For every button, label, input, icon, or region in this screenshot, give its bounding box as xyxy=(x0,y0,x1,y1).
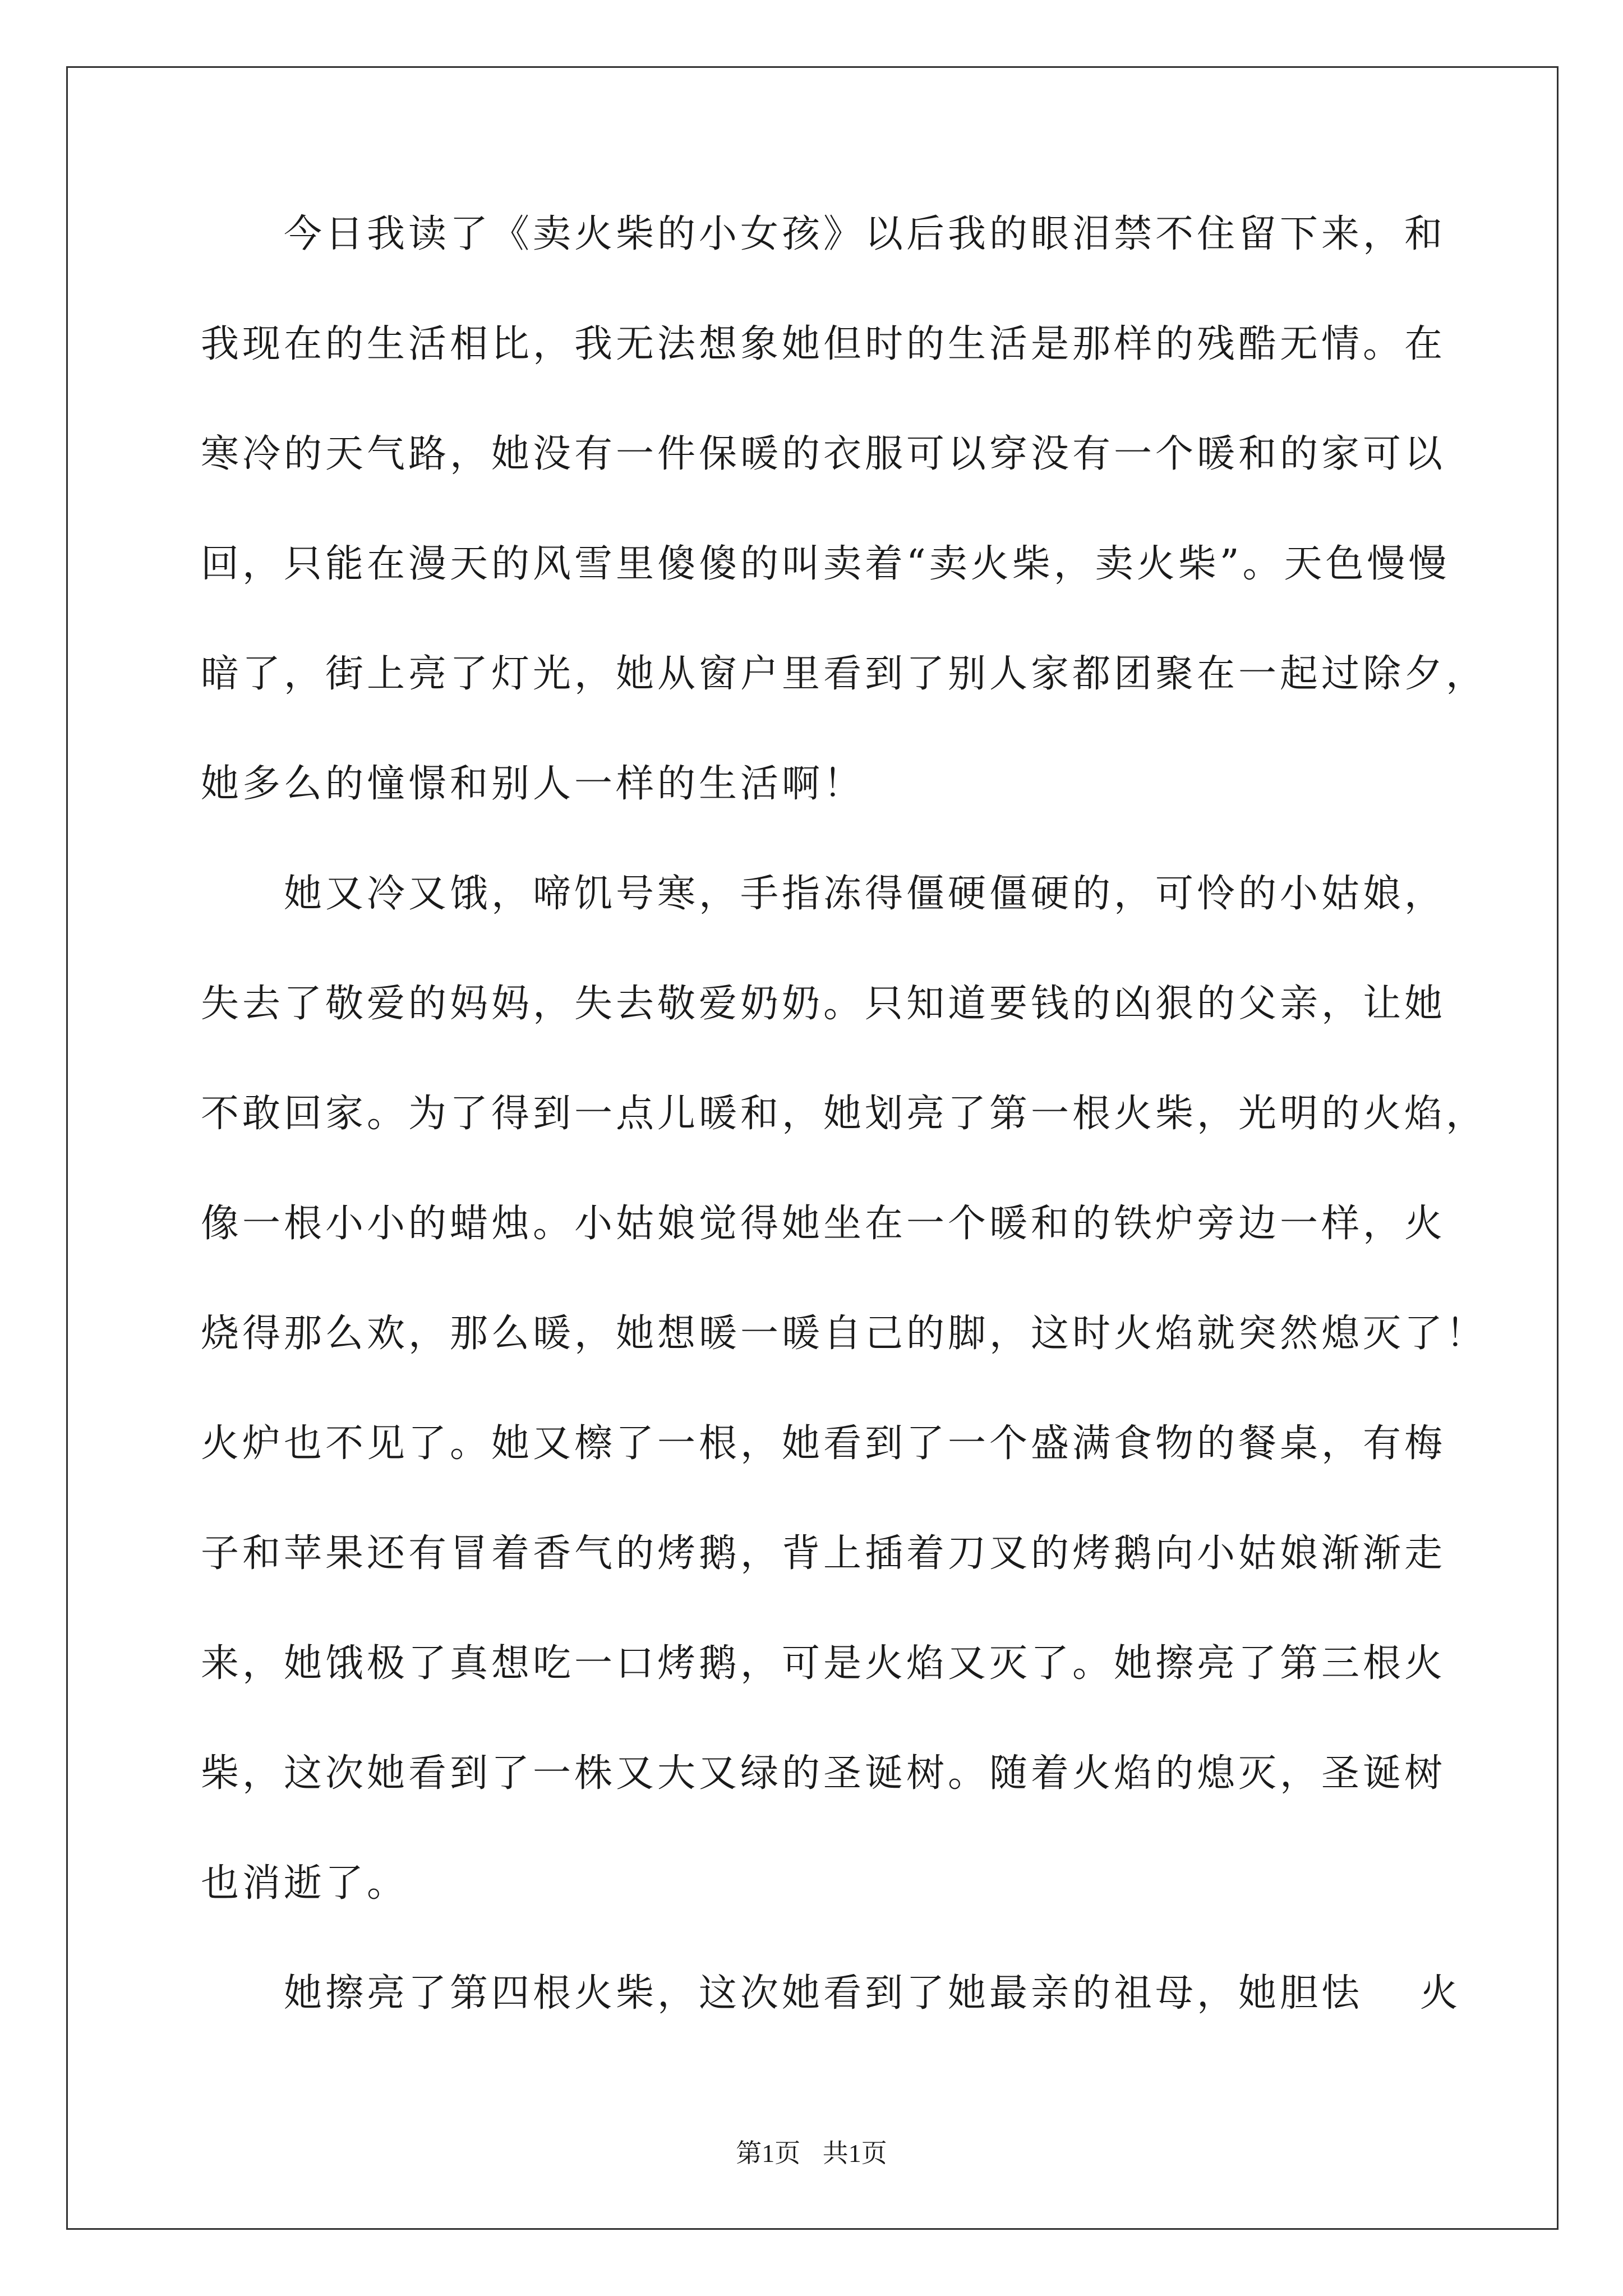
paragraph-1-line-6: 她多么的憧憬和别人一样的生活啊！ xyxy=(201,762,865,806)
paragraph-3-line-1: 她擦亮了第四根火柴，这次她看到了她最亲的祖母，她胆怯 火 xyxy=(284,1971,1461,2016)
total-pages: 共1页 xyxy=(822,2139,887,2168)
paragraph-2-line-10: 也消逝了。 xyxy=(201,1861,409,1906)
paragraph-1-line-2: 我现在的生活相比，我无法想象她但时的生活是那样的残酷无情。在 xyxy=(201,322,1446,366)
paragraph-2-line-6: 火炉也不见了。她又檫了一根，她看到了一个盛满食物的餐桌，有梅 xyxy=(201,1421,1446,1466)
page-footer xyxy=(0,2133,1623,2170)
paragraph-1-line-3: 寒冷的天气路，她没有一件保暖的衣服可以穿没有一个暖和的家可以 xyxy=(201,432,1446,476)
page-number: 第1页 xyxy=(736,2139,801,2168)
paragraph-2-line-8: 来，她饿极了真想吃一口烤鹅，可是火焰又灭了。她擦亮了第三根火 xyxy=(201,1641,1446,1686)
paragraph-1-line-5: 暗了，街上亮了灯光，她从窗户里看到了别人家都团聚在一起过除夕， xyxy=(201,652,1488,696)
paragraph-2-line-9: 柴，这次她看到了一株又大又绿的圣诞树。随着火焰的熄灭，圣诞树 xyxy=(201,1751,1446,1796)
paragraph-2-line-7: 子和苹果还有冒着香气的烤鹅，背上插着刀叉的烤鹅向小姑娘渐渐走 xyxy=(201,1531,1446,1576)
paragraph-2-line-4: 像一根小小的蜡烛。小姑娘觉得她坐在一个暖和的铁炉旁边一样，火 xyxy=(201,1202,1446,1246)
document-body xyxy=(201,212,1488,2081)
paragraph-2-line-3: 不敢回家。为了得到一点儿暖和，她划亮了第一根火柴，光明的火焰， xyxy=(201,1092,1488,1136)
paragraph-1-line-1: 今日我读了《卖火柴的小女孩》以后我的眼泪禁不住留下来，和 xyxy=(284,212,1446,256)
paragraph-2-line-2: 失去了敬爱的妈妈，失去敬爱奶奶。只知道要钱的凶狠的父亲，让她 xyxy=(201,982,1446,1026)
paragraph-2-line-1: 她又冷又饿，啼饥号寒，手指冻得僵硬僵硬的，可怜的小姑娘， xyxy=(284,872,1446,916)
paragraph-2-line-5: 烧得那么欢，那么暖，她想暖一暖自己的脚，这时火焰就突然熄灭了！ xyxy=(201,1312,1488,1356)
paragraph-1-line-4: 回，只能在漫天的风雪里傻傻的叫卖着“卖火柴，卖火柴”。天色慢慢 xyxy=(201,542,1450,586)
